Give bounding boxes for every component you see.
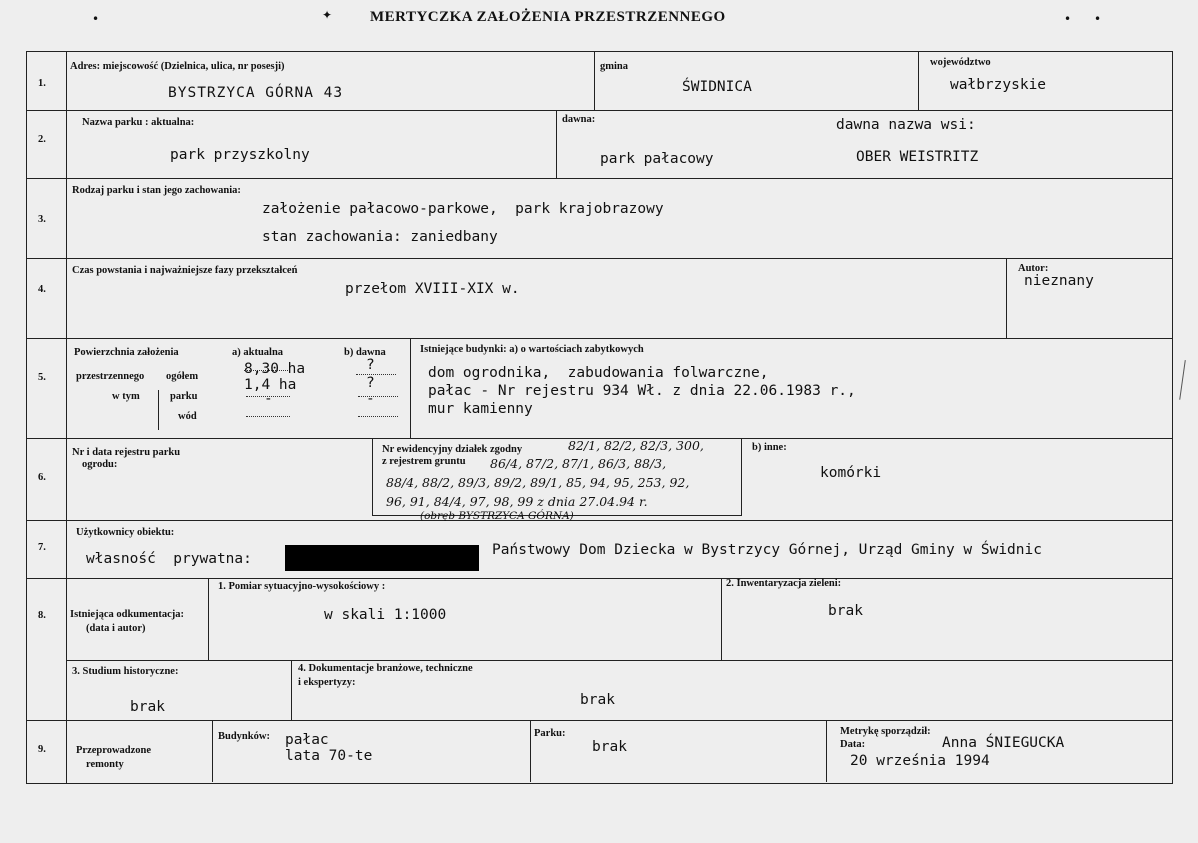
row-number: 2. [38, 134, 46, 145]
area-label: Powierzchnia założenia [74, 347, 179, 358]
redaction-bar [285, 545, 479, 571]
row-number: 1. [38, 78, 46, 89]
col-divider [918, 51, 919, 110]
area-former-total: ? [366, 357, 375, 373]
col-divider [212, 720, 213, 782]
number-column-divider [66, 51, 67, 783]
row-number: 5. [38, 372, 46, 383]
area-total-value: 8,30 ha [244, 361, 306, 377]
park-name-former-label: dawna: [562, 114, 596, 125]
area-spatial-label: przestrzennego [76, 371, 145, 382]
area-former-water: - [366, 391, 375, 407]
buildings-line-3: mur kamienny [428, 401, 533, 417]
col-divider [556, 110, 557, 178]
date-value: 20 września 1994 [850, 753, 990, 769]
row-divider [26, 520, 1173, 521]
buildings-repair-value-1: pałac [285, 732, 329, 748]
history-label: 3. Studium historyczne: [72, 666, 179, 677]
park-repair-label: Parku: [534, 728, 566, 739]
voivodeship-label: województwo [930, 57, 991, 68]
tech-docs-value: brak [580, 692, 615, 708]
row-divider [66, 660, 1173, 661]
period-value: przełom XVIII-XIX w. [345, 281, 520, 297]
area-water-label: wód [178, 411, 197, 422]
buildings-repair-value-2: lata 70-te [285, 748, 373, 764]
dotted-line [356, 374, 396, 375]
row-divider [26, 338, 1173, 339]
col-divider [208, 578, 209, 660]
date-label: Data: [840, 739, 866, 750]
col-divider [291, 660, 292, 720]
scan-mark [1179, 360, 1187, 400]
repairs-label-1: Przeprowadzone [76, 745, 152, 756]
village-name-label: dawna nazwa wsi: [836, 117, 976, 133]
plots-value-2: 86/4, 87/2, 87/1, 86/3, 88/3, [490, 456, 667, 471]
buildings-line-2: pałac - Nr rejestru 934 Wł. z dnia 22.06.1983 r., [428, 383, 856, 399]
col-divider [826, 720, 827, 782]
area-water-value: - [264, 391, 273, 407]
address-value: BYSTRZYCA GÓRNA 43 [168, 85, 344, 101]
buildings-repair-label: Budynków: [218, 731, 270, 742]
plots-value-5: (obręb BYSTRZYCA GÓRNA) [420, 510, 574, 522]
park-type-label: Rodzaj parku i stan jego zachowania: [72, 185, 241, 196]
tech-docs-label-1: 4. Dokumentacje branżowe, techniczne [298, 663, 473, 674]
history-value: brak [130, 699, 165, 715]
repairs-label-2: remonty [86, 759, 124, 770]
row-number: 7. [38, 542, 46, 553]
park-name-current: park przyszkolny [170, 147, 310, 163]
park-name-label: Nazwa parku : aktualna: [82, 117, 195, 128]
gmina-label: gmina [600, 61, 629, 72]
row-number: 8. [38, 610, 46, 621]
col-divider [1006, 258, 1007, 338]
plots-value-4: 96, 91, 84/4, 97, 98, 99 z dnia 27.04.94 r. [386, 494, 648, 509]
users-label: Użytkownicy obiektu: [76, 527, 175, 538]
col-divider [410, 338, 411, 438]
dotted-line [358, 416, 398, 417]
address-label: Adres: miejscowość (Dzielnica, ulica, nr posesji) [70, 61, 285, 72]
scan-speck: • [92, 12, 100, 26]
col-divider [594, 51, 595, 110]
plots-label-1: Nr ewidencyjny działek zgodny [382, 444, 523, 455]
owner-prefix: własność prywatna: [86, 551, 252, 567]
row-number: 9. [38, 744, 46, 755]
prepared-by-label: Metrykę sporządził: [840, 726, 931, 737]
row-number: 6. [38, 472, 46, 483]
area-current-label: a) aktualna [232, 347, 284, 358]
gmina-value: ŚWIDNICA [682, 79, 752, 95]
author-label: Autor: [1018, 263, 1049, 274]
scan-speck: ✦ [322, 8, 333, 22]
row-divider [26, 178, 1173, 179]
plots-value-1: 82/1, 82/2, 82/3, 300, [568, 438, 704, 453]
plots-value-3: 88/4, 88/2, 89/3, 89/2, 89/1, 85, 94, 95, 253, 92, [386, 475, 690, 490]
row-divider [26, 110, 1173, 111]
park-type-value: założenie pałacowo-parkowe, park krajobrazowy [262, 201, 664, 217]
village-name-value: OBER WEISTRITZ [856, 149, 979, 165]
form-title: MERTYCZKA ZAŁOŻENIA PRZESTRZENNEGO [370, 9, 726, 25]
author-value: nieznany [1024, 273, 1094, 289]
scan-speck: • [1064, 12, 1072, 26]
buildings-label: Istniejące budynki: a) o wartościach zabytkowych [420, 344, 644, 355]
greenery-label: 2. Inwentaryzacja zieleni: [726, 578, 842, 589]
prepared-by-value: Anna ŚNIEGUCKA [942, 735, 1065, 751]
area-park-label: parku [170, 391, 198, 402]
docs-label-2: (data i autor) [86, 623, 146, 634]
park-name-former: park pałacowy [600, 151, 714, 167]
survey-label: 1. Pomiar sytuacyjno-wysokościowy : [218, 581, 386, 592]
survey-value: w skali 1:1000 [324, 607, 447, 623]
area-park-value: 1,4 ha [244, 377, 297, 393]
dotted-line [246, 416, 290, 417]
scan-speck: • [1094, 12, 1102, 26]
condition-value: stan zachowania: zaniedbany [262, 229, 498, 245]
buildings-line-1: dom ogrodnika, zabudowania folwarczne, [428, 365, 769, 381]
row-divider [26, 578, 1173, 579]
row-number: 3. [38, 214, 46, 225]
dotted-line [358, 396, 398, 397]
area-former-label: b) dawna [344, 347, 386, 358]
period-label: Czas powstania i najważniejsze fazy przekształceń [72, 265, 298, 276]
plots-label-2: z rejestrem gruntu [382, 456, 466, 467]
col-divider [721, 578, 722, 660]
area-total-label: ogółem [166, 371, 199, 382]
tech-docs-label-2: i ekspertyzy: [298, 677, 356, 688]
col-divider [158, 390, 159, 430]
area-incl-label: w tym [112, 391, 140, 402]
dotted-line [244, 370, 288, 371]
users-value: Państwowy Dom Dziecka w Bystrzycy Górnej, Urząd Gminy w Świdnic [492, 542, 1042, 558]
other-label: b) inne: [752, 442, 787, 453]
park-repair-value: brak [592, 739, 627, 755]
other-value: komórki [820, 465, 882, 481]
area-former-park: ? [366, 375, 375, 391]
row-divider [26, 258, 1173, 259]
row-number: 4. [38, 284, 46, 295]
voivodeship-value: wałbrzyskie [950, 77, 1047, 93]
register-label-1: Nr i data rejestru parku [72, 447, 181, 458]
docs-label-1: Istniejąca odkumentacja: [70, 609, 185, 620]
greenery-value: brak [828, 603, 863, 619]
row-divider [26, 720, 1173, 721]
col-divider [530, 720, 531, 782]
register-label-2: ogrodu: [82, 459, 118, 470]
